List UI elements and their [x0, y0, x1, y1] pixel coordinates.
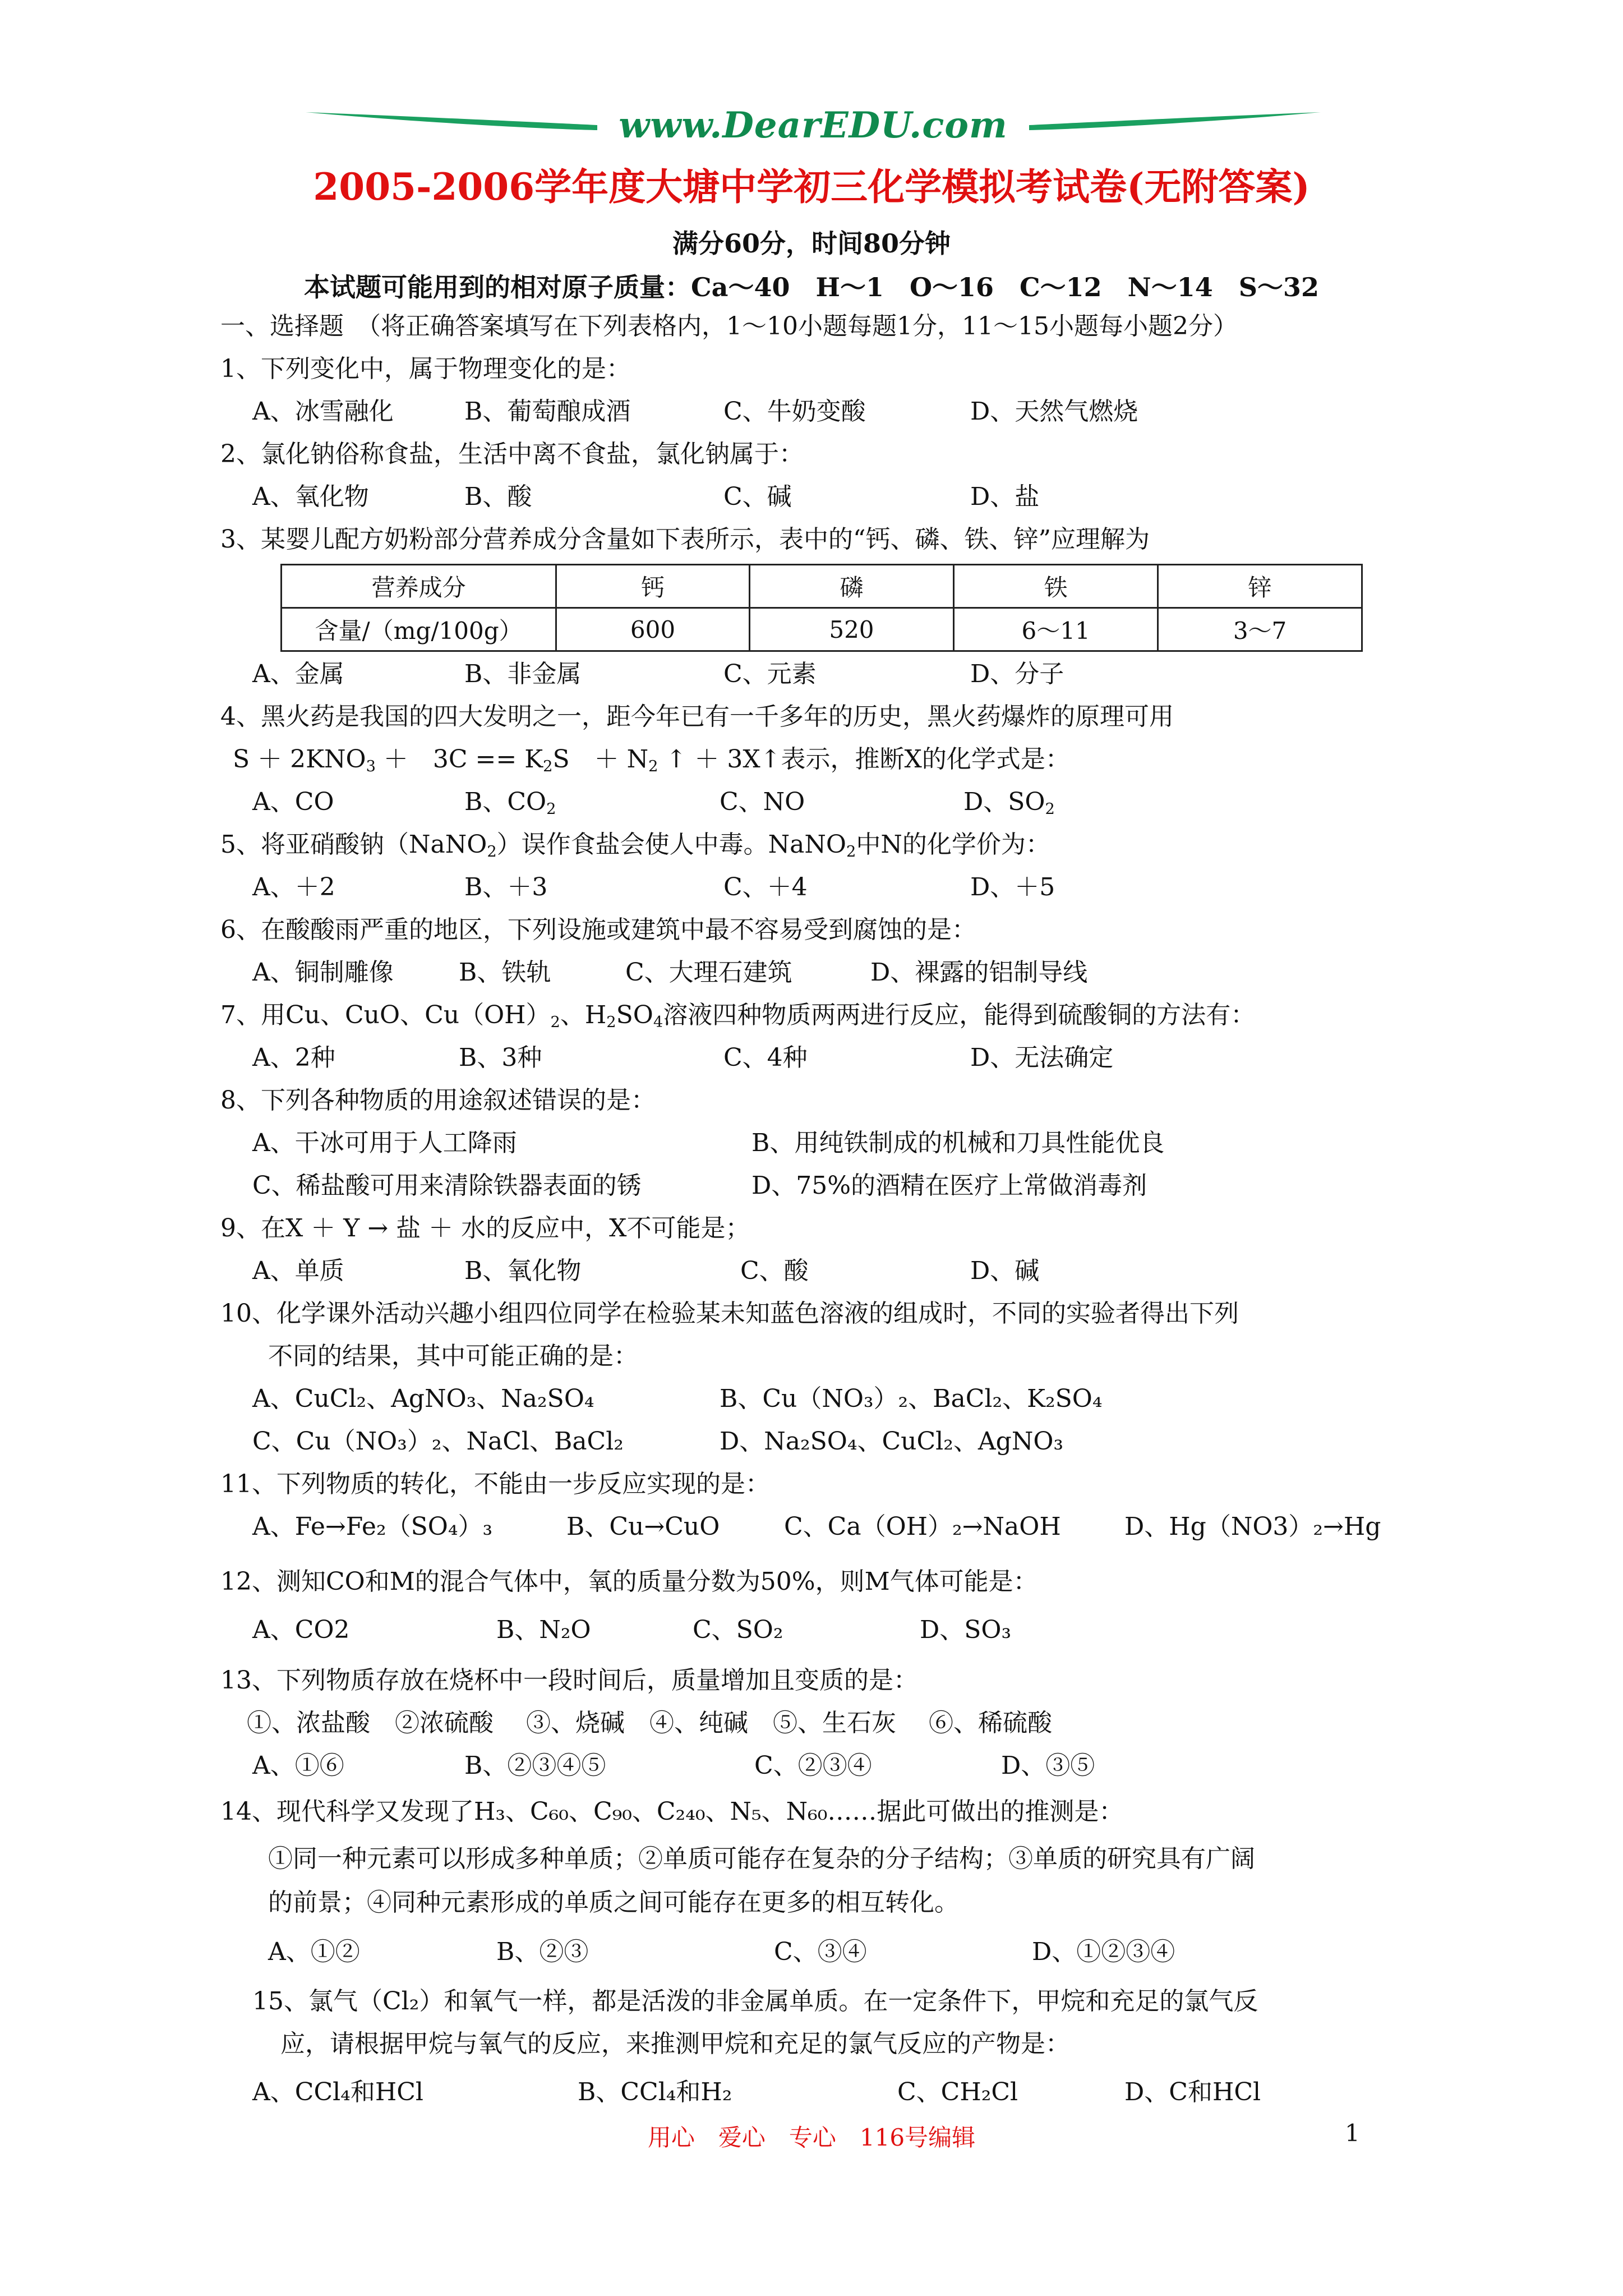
q10-option-b: B、Cu（NO₃）₂、BaCl₂、K₂SO₄: [720, 1384, 1103, 1413]
page-number: 1: [1345, 2119, 1360, 2147]
q4-option-b: B、$CO_2$: [464, 788, 556, 818]
q12-option-d: D、SO₃: [920, 1616, 1012, 1644]
q15-stem: 15、氯气（Cl₂）和氧气一样，都是活泼的非金属单质。在一定条件下，甲烷和充足的氯气反: [252, 1987, 1258, 2016]
q2-stem: 2、氯化钠俗称食盐，生活中离不食盐，氯化钠属于：: [220, 440, 804, 468]
table-cell: 含量/（mg/100g）: [282, 608, 556, 651]
table-cell: 钙: [556, 565, 750, 608]
table-row: [282, 565, 1362, 608]
q13-option-b: B、②③④⑤: [464, 1751, 606, 1780]
q15-stem-cont: 应，请根据甲烷与氧气的反应，来推测甲烷和充足的氯气反应的产物是：: [280, 2030, 1070, 2058]
q4-stem: 4、黑火药是我国的四大发明之一，距今年已有一千多年的历史，黑火药爆炸的原理可用: [220, 702, 1174, 731]
q3-stem: 3、某婴儿配方奶粉部分营养成分含量如下表所示，表中的“钙、磷、铁、锌”应理解为: [220, 525, 1150, 554]
table-cell: 铁: [954, 565, 1158, 608]
q13-option-a: A、①⑥: [252, 1751, 344, 1780]
table-cell: 520: [749, 608, 953, 651]
q1-option-c: C、牛奶变酸: [723, 397, 866, 426]
q10-option-a: A、CuCl₂、AgNO₃、Na₂SO₄: [252, 1384, 594, 1413]
q1-stem: 1、下列变化中，属于物理变化的是：: [220, 355, 631, 383]
table-row: [282, 608, 1362, 651]
q4-option-a: A、CO: [252, 788, 334, 816]
q13-option-c: C、②③④: [754, 1751, 872, 1780]
q5-option-b: B、＋3: [464, 873, 548, 901]
q13-option-d: D、③⑤: [1001, 1751, 1095, 1780]
q4-option-c: C、NO: [720, 788, 805, 816]
opt-text: D、SO: [963, 788, 1045, 816]
q13-items: ①、浓盐酸 ②浓硫酸 ③、烧碱 ④、纯碱 ⑤、生石灰 ⑥、稀硫酸: [247, 1709, 1052, 1737]
nutrition-table: [280, 564, 1363, 652]
q3-option-b: B、非金属: [464, 660, 582, 688]
q5-option-c: C、＋4: [723, 873, 808, 901]
q5-option-a: A、＋2: [252, 873, 335, 901]
q2-option-b: B、酸: [464, 482, 532, 511]
q7-option-c: C、4种: [723, 1043, 808, 1072]
eq-part: ＋ 3C == K: [375, 745, 543, 774]
q6-option-a: A、铜制雕像: [252, 958, 394, 987]
q15-option-a: A、CCl₄和HCl: [252, 2078, 423, 2106]
opt-text: B、CO: [464, 788, 547, 816]
q1-option-b: B、葡萄酿成酒: [464, 397, 631, 426]
atomic-masses: 本试题可能用到的相对原子质量：Ca～40 H～1 O～16 C～12 N～14 S～32: [304, 272, 1319, 302]
stem-part: 7、用Cu、CuO、Cu（OH）: [220, 1001, 551, 1029]
table-cell: 磷: [749, 565, 953, 608]
stem-part: 中N的化学价为：: [856, 830, 1050, 859]
table-cell: 6～11: [954, 608, 1158, 651]
q5-stem: 5、将亚硝酸钠（NaNO$_2$）误作食盐会使人中毒。NaNO$_2$中N的化学价为：: [220, 830, 1050, 861]
q9-option-a: A、单质: [252, 1257, 344, 1285]
site-banner: [306, 100, 1321, 150]
eq-part: S ＋ 2KNO: [233, 745, 366, 774]
q14-statement-2: 的前景；④同种元素形成的单质之间可能存在更多的相互转化。: [268, 1888, 959, 1917]
q11-option-d: D、Hg（NO3）₂→Hg: [1124, 1512, 1381, 1541]
page-footer: 用心 爱心 专心 116号编辑: [647, 2124, 976, 2151]
stem-part: 、H: [560, 1001, 607, 1029]
q11-option-b: B、Cu→CuO: [566, 1512, 720, 1541]
q9-option-b: B、氧化物: [464, 1257, 582, 1285]
q14-option-b: B、②③: [496, 1938, 589, 1966]
q5-option-d: D、＋5: [970, 873, 1055, 901]
q11-option-c: C、Ca（OH）₂→NaOH: [784, 1512, 1061, 1541]
q1-option-d: D、天然气燃烧: [970, 397, 1138, 426]
q6-stem: 6、在酸酸雨严重的地区，下列设施或建筑中最不容易受到腐蚀的是：: [220, 915, 976, 944]
q12-option-c: C、SO₂: [693, 1616, 783, 1644]
stem-part: 溶液四种物质两两进行反应，能得到硫酸铜的方法有：: [663, 1001, 1256, 1029]
q14-statement-1: ①同一种元素可以形成多种单质；②单质可能存在复杂的分子结构；③单质的研究具有广阔: [268, 1844, 1255, 1873]
q14-option-a: A、①②: [268, 1938, 360, 1966]
q8-option-c: C、稀盐酸可用来清除铁器表面的锈: [252, 1171, 642, 1200]
table-cell: 锌: [1158, 565, 1362, 608]
q14-option-c: C、③④: [774, 1938, 867, 1966]
q7-option-d: D、无法确定: [970, 1043, 1114, 1072]
table-cell: 600: [556, 608, 750, 651]
q2-option-d: D、盐: [970, 482, 1040, 511]
q2-option-a: A、氧化物: [252, 482, 369, 511]
q12-stem: 12、测知CO和M的混合气体中，氧的质量分数为50%，则M气体可能是：: [220, 1567, 1038, 1596]
q15-option-b: B、CCl₄和H₂: [578, 2078, 732, 2106]
q6-option-d: D、裸露的铝制导线: [870, 958, 1088, 987]
q15-option-d: D、C和HCl: [1124, 2078, 1261, 2106]
q12-option-a: A、CO2: [252, 1616, 350, 1644]
q10-option-d: D、Na₂SO₄、CuCl₂、AgNO₃: [720, 1427, 1064, 1456]
q13-stem: 13、下列物质存放在烧杯中一段时间后，质量增加且变质的是：: [220, 1666, 918, 1695]
q9-option-d: D、碱: [970, 1257, 1040, 1285]
q7-stem: 7、用Cu、CuO、$Cu(OH)_2$、$H_2SO_4$溶液四种物质两两进行反应，能得到硫酸铜的方法有：: [220, 1001, 1256, 1031]
q4-equation: $S + 2KNO_3$ ＋ $3C == K_2S$ ＋ $N_2$ ↑ ＋ 3X↑表示，推断X的化学式是：: [233, 745, 1070, 775]
table-cell: 3～7: [1158, 608, 1362, 651]
q7-option-a: A、2种: [252, 1043, 335, 1072]
exam-subtitle: 满分60分，时间80分钟: [672, 228, 951, 259]
stem-part: SO: [616, 1001, 653, 1029]
eq-part: S ＋ N: [552, 745, 649, 774]
q11-stem: 11、下列物质的转化，不能由一步反应实现的是：: [220, 1470, 770, 1498]
q2-option-c: C、碱: [723, 482, 792, 511]
q10-option-c: C、Cu（NO₃）₂、NaCl、BaCl₂: [252, 1427, 624, 1456]
q6-option-c: C、大理石建筑: [625, 958, 792, 987]
q10-stem: 10、化学课外活动兴趣小组四位同学在检验某未知蓝色溶液的组成时，不同的实验者得出下列: [220, 1299, 1239, 1328]
q8-option-d: D、75%的酒精在医疗上常做消毒剂: [751, 1171, 1147, 1200]
stem-part: ）误作食盐会使人中毒。NaNO: [496, 830, 846, 859]
q9-stem: 9、在X ＋ Y → 盐 ＋ 水的反应中，X不可能是；: [220, 1214, 750, 1243]
q4-option-d: D、$SO_2$: [963, 788, 1055, 818]
q9-option-c: C、酸: [740, 1257, 809, 1285]
q6-option-b: B、铁轨: [459, 958, 551, 987]
q1-option-a: A、冰雪融化: [252, 397, 394, 426]
q14-stem: 14、现代科学又发现了H₃、C₆₀、C₉₀、C₂₄₀、N₅、N₆₀……据此可做出的推测是：: [220, 1797, 1124, 1826]
exam-title: 2005-2006学年度大塘中学初三化学模拟考试卷(无附答案): [313, 165, 1310, 209]
q8-option-a: A、干冰可用于人工降雨: [252, 1129, 517, 1157]
section-heading: 一、选择题 （将正确答案填写在下列表格内，1～10小题每题1分，11～15小题每小题2分）: [220, 312, 1238, 341]
site-url: www.DearEDU.com: [619, 104, 1008, 146]
q3-option-a: A、金属: [252, 660, 344, 688]
q10-stem-cont: 不同的结果，其中可能正确的是：: [268, 1342, 638, 1370]
q12-option-b: B、N₂O: [496, 1616, 591, 1644]
stem-part: 5、将亚硝酸钠（NaNO: [220, 830, 487, 859]
q14-option-d: D、①②③④: [1032, 1938, 1175, 1966]
q7-option-b: B、3种: [459, 1043, 542, 1072]
eq-part: ↑ ＋ 3X↑表示，推断X的化学式是：: [658, 745, 1070, 774]
q3-option-d: D、分子: [970, 660, 1064, 688]
q8-option-b: B、用纯铁制成的机械和刀具性能优良: [751, 1129, 1165, 1157]
q8-stem: 8、下列各种物质的用途叙述错误的是：: [220, 1086, 656, 1115]
q3-option-c: C、元素: [723, 660, 817, 688]
table-cell: 营养成分: [282, 565, 556, 608]
q15-option-c: C、CH₂Cl: [897, 2078, 1018, 2106]
q11-option-a: A、Fe→Fe₂（SO₄）₃: [252, 1512, 493, 1541]
